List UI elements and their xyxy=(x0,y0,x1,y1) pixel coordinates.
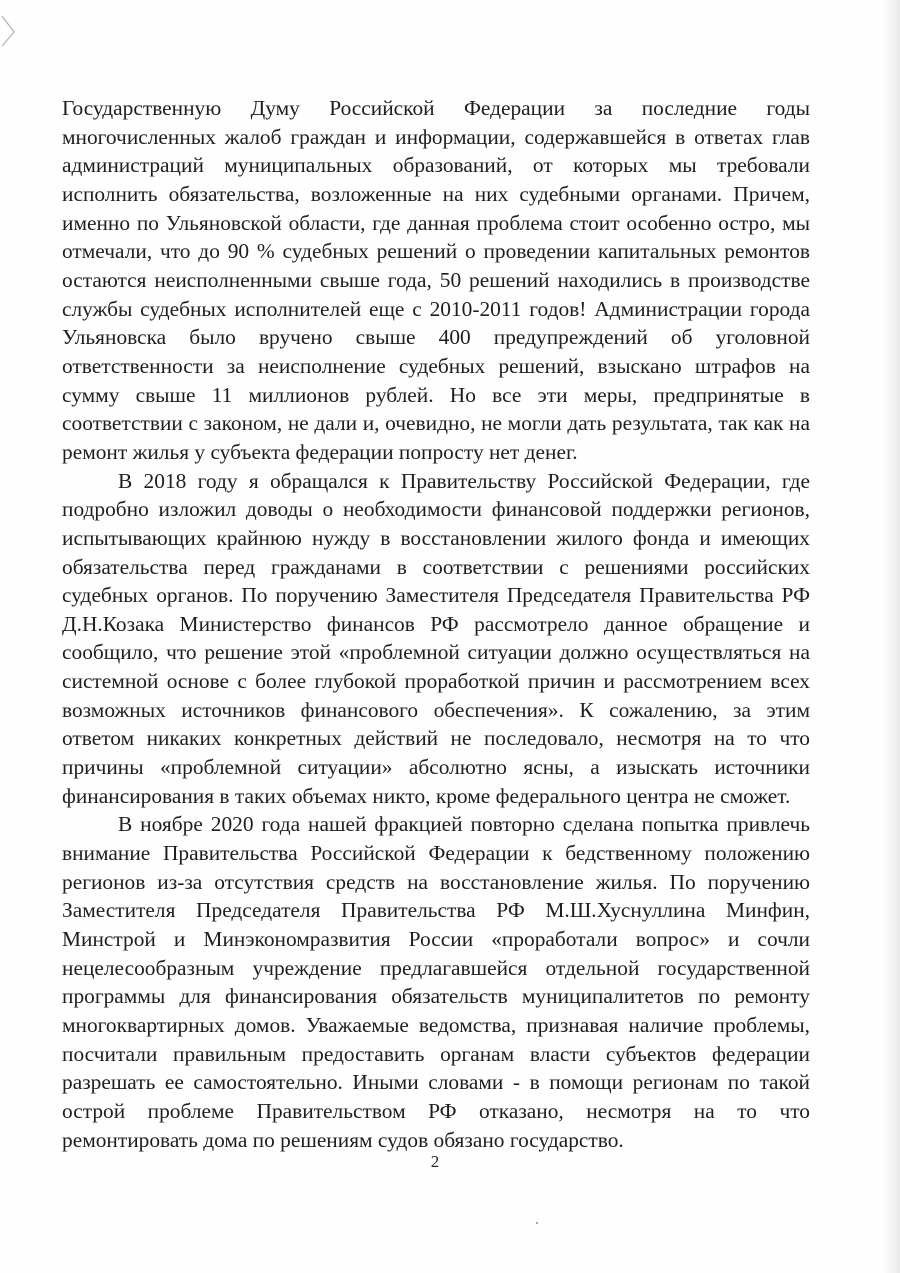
page-number: 2 xyxy=(430,1152,440,1171)
document-body xyxy=(62,94,810,1154)
paragraph-1: Государственную Думу Российской Федерации за последние годы многочисленных жалоб граждан и информации, содержавшейся в ответах глав администраций муниципальных образований, от которых мы требовали исполнить обязательства, возложенные на них судебными органами. Причем, именно по Ульяновской области, где данная проблема стоит особенно остро, мы отмечали, что до 90 % судебных решений о проведении капитальных ремонтов остаются неисполненными свыше года, 50 решений находились в производстве службы судебных исполнителей еще с 2010-2011 годов! Администрации города Ульяновска было вручено свыше 400 предупреждений об уголовной ответственности за неисполнение судебных решений, взыскано штрафов на сумму свыше 11 миллионов рублей. Но все эти меры, предпринятые в соответствии с законом, не дали и, очевидно, не могли дать результата, так как на ремонт жилья у субъекта федерации попросту нет денег. xyxy=(62,96,810,464)
paragraph-2: В 2018 году я обращался к Правительству Российской Федерации, где подробно изложил доводы о необходимости финансовой поддержки регионов, испытывающих крайнюю нужду в восстановлении жилого фонда и имеющих обязательства перед гражданами в соответствии с решениями российских судебных органов. По поручению Заместителя Председателя Правительства РФ Д.Н.Козака Министерство финансов РФ рассмотрело данное обращение и сообщило, что решение этой «проблемной ситуации должно осуществляться на системной основе с более глубокой проработкой причин и рассмотрением всех возможных источников финансового обеспечения». К сожалению, за этим ответом никаких конкретных действий не последовало, несмотря на то что причины «проблемной ситуации» абсолютно ясны, а изыскать источники финансирования в таких объемах никто, кроме федерального центра не сможет. xyxy=(62,468,810,808)
scan-edge-shadow xyxy=(882,0,900,1273)
corner-fold-mark-icon xyxy=(0,10,20,50)
scan-speck xyxy=(536,1222,538,1224)
paragraph-3: В ноябре 2020 года нашей фракцией повторно сделана попытка привлечь внимание Правительства Российской Федерации к бедственному положению регионов из-за отсутствия средств на восстановление жилья. По поручению Заместителя Председателя Правительства РФ М.Ш.Хуснуллина Минфин, Минстрой и Минэкономразвития России «проработали вопрос» и сочли нецелесообразным учреждение предлагавшейся отдельной государственной программы для финансирования обязательств муниципалитетов по ремонту многоквартирных домов. Уважаемые ведомства, признавая наличие проблемы, посчитали правильным предоставить органам власти субъектов федерации разрешать ее самостоятельно. Иными словами - в помощи регионам по такой острой проблеме Правительством РФ отказано, несмотря на то что ремонтировать дома по решениям судов обязано государство. xyxy=(62,812,810,1152)
